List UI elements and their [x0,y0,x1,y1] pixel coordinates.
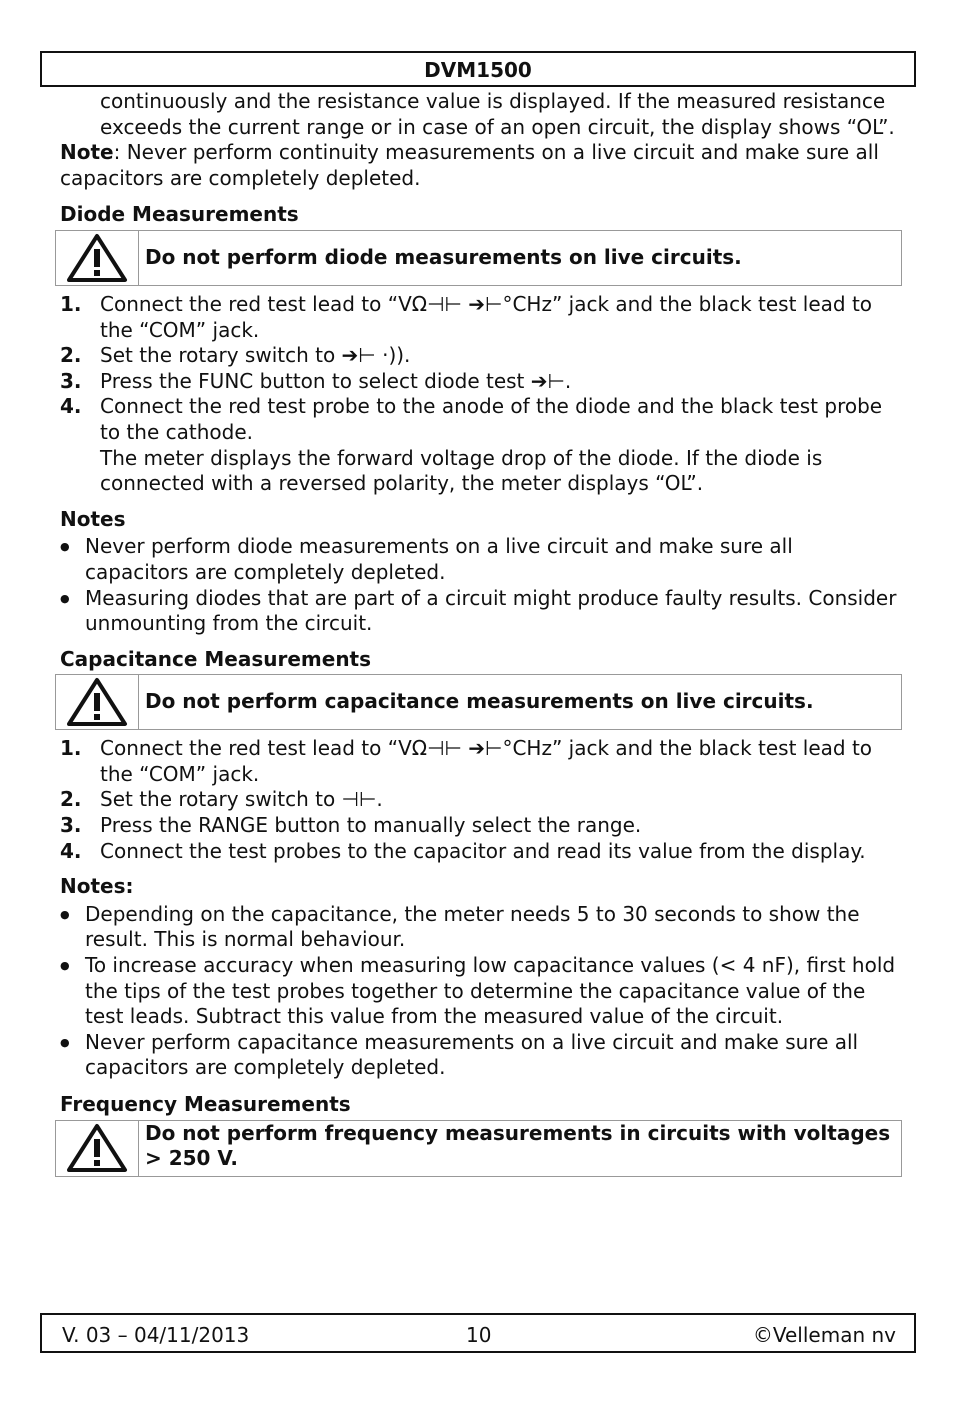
list-item: 2. Set the rotary switch to ⊣⊢. [60,787,383,812]
list-item: ● Measuring diodes that are part of a circuit might produce faulty results. Consider unmounting from the circuit. [60,586,898,637]
footer-copyright: ©Velleman nv [752,1323,896,1347]
header-title: DVM1500 [424,58,532,82]
page-footer [40,1313,916,1353]
list-item: ● Never perform diode measurements on a live circuit and make sure all capacitors are completely depleted. [60,534,898,585]
list-item: ● To increase accuracy when measuring low capacitance values (< 4 nF), first hold the tips of the test probes together to determine the capacitance value of the test leads. Subtract this value from the measured value of the circuit. [60,953,898,1030]
capacitance-warning-text: Do not perform capacitance measurements on live circuits. [145,689,814,714]
diode-warning-text: Do not perform diode measurements on live circuits. [145,245,742,270]
intro-note [60,140,898,191]
frequency-warning-text: Do not perform frequency measurements in circuits with voltages > 250 V. [145,1120,891,1170]
page-header [40,51,916,87]
diode-heading: Diode Measurements [60,202,299,227]
note-text: : Never perform continuity measurements on a live circuit and make sure all capacitors are completely depleted. [60,140,879,190]
diode-notes-heading: Notes [60,506,126,531]
capacitance-steps [60,736,898,864]
list-item: 4. Connect the red test probe to the anode of the diode and the black test probe to the cathode. The meter displays the forward voltage drop of the diode. If the diode is connected with a reversed polarity, the meter displays “OL”. [60,394,883,496]
frequency-heading: Frequency Measurements [60,1092,351,1116]
diode-warning-box [55,230,902,286]
list-item: ● Depending on the capacitance, the meter needs 5 to 30 seconds to show the result. This is normal behaviour. [60,902,898,953]
page-content [60,89,898,1183]
footer-page-number: 10 [466,1323,492,1347]
diode-steps [60,292,898,497]
capacitance-notes [60,902,898,1081]
list-item: 3. Press the RANGE button to manually select the range. [60,813,642,838]
capacitance-heading: Capacitance Measurements [60,646,372,671]
list-item: 2. Set the rotary switch to ➔⊢ ·)). [60,343,411,368]
list-item: 3. Press the FUNC button to select diode test ➔⊢. [60,368,572,393]
capacitance-notes-heading: Notes: [60,874,134,899]
list-item: 1. Connect the red test lead to “VΩ⊣⊢ ➔⊢°CHz” jack and the black test lead to the “COM” jack. [60,736,873,786]
list-item: 4. Connect the test probes to the capacitor and read its value from the display. [60,838,866,863]
warning-icon [56,231,139,285]
note-label: Note [60,140,114,165]
list-item: ● Never perform capacitance measurements on a live circuit and make sure all capacitors are completely depleted. [60,1030,898,1081]
warning-icon [56,1121,139,1176]
intro-continuation: continuously and the resistance value is displayed. If the measured resistance exceeds the current range or in case of an open circuit, the display shows “OL”. [100,89,895,139]
diode-notes [60,534,898,636]
capacitance-warning-box [55,674,902,730]
warning-icon [56,675,139,729]
footer-version: V. 03 – 04/11/2013 [62,1323,250,1347]
frequency-warning-box [55,1120,902,1177]
list-item: 1. Connect the red test lead to “VΩ⊣⊢ ➔⊢°CHz” jack and the black test lead to the “COM” jack. [60,291,873,342]
